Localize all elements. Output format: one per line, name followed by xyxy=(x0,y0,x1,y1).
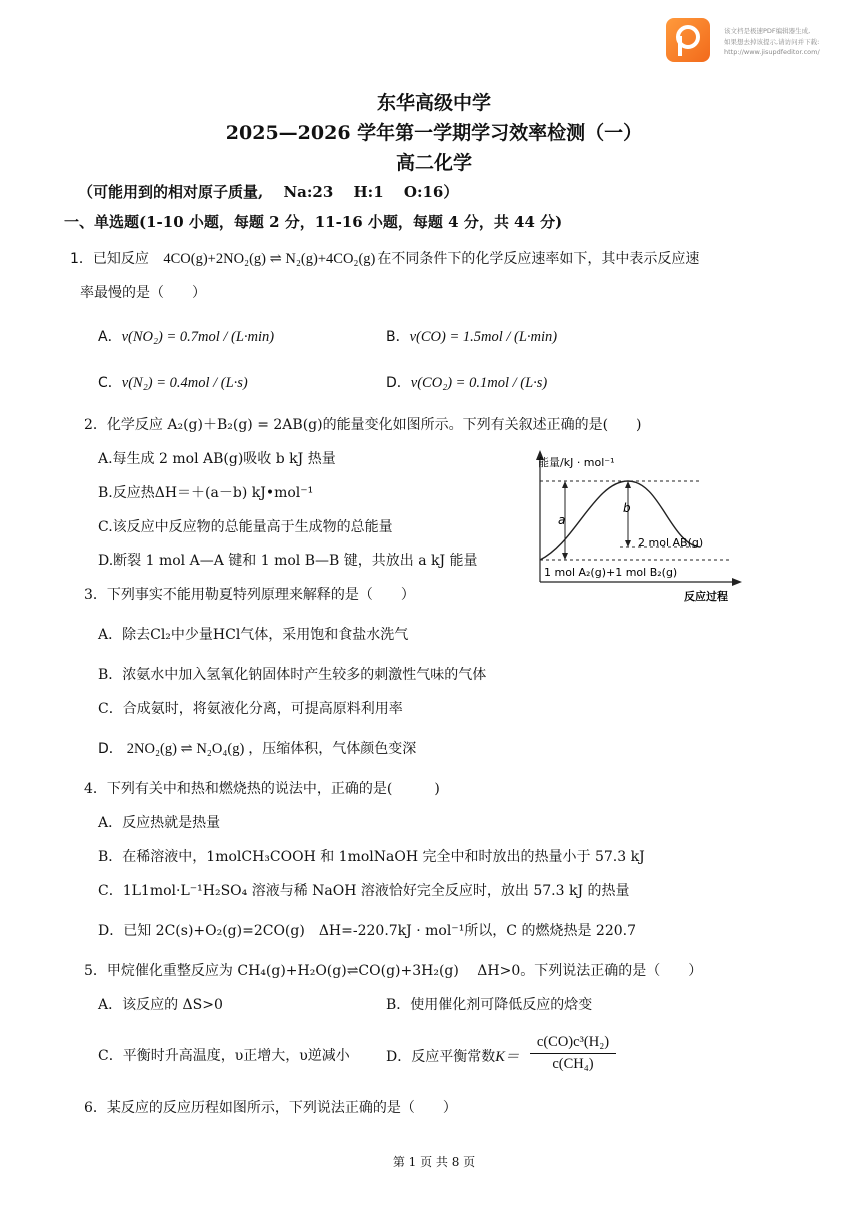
q1-a-label: A． xyxy=(98,329,122,345)
label-a: a xyxy=(558,513,566,527)
q3-option-a: A．除去Cl₂中少量HCl气体，采用饱和食盐水洗气 xyxy=(98,627,409,643)
q1-option-d xyxy=(386,372,547,392)
q4-option-d: D．已知 2C(s)+O₂(g)=2CO(g) ΔH=-220.7kJ · mol⁻¹所以，C 的燃烧热是 220.7 xyxy=(98,923,637,939)
reactant-label: 1 mol A₂(g)+1 mol B₂(g) xyxy=(544,566,678,579)
q1-option-c xyxy=(98,372,248,392)
q1-c-label: C． xyxy=(98,375,122,391)
q3-d-text: ，压缩体积，气体颜色变深 xyxy=(248,741,417,757)
label-b: b xyxy=(623,501,631,515)
q4-option-a: A．反应热就是热量 xyxy=(98,815,221,831)
q4-option-c: C．1L1mol·L⁻¹H₂SO₄ 溶液与稀 NaOH 溶液恰好完全反应时，放出 57.3 kJ 的热量 xyxy=(98,883,630,899)
question-6-stem: 6．某反应的反应历程如图所示，下列说法正确的是（ ） xyxy=(84,1100,457,1116)
product-label: 2 mol AB(g) xyxy=(638,536,704,549)
q1-pre: 已知反应 xyxy=(92,251,149,267)
school-name: 东华高级中学 xyxy=(376,92,491,114)
q2-option-c: C.该反应中反应物的总能量高于生成物的总能量 xyxy=(98,519,393,535)
section-title: 一、单选题(1-10 小题，每题 2 分，11-16 小题，每题 4 分，共 44 分) xyxy=(64,213,563,231)
y-axis-label: 能量/kJ · mol⁻¹ xyxy=(538,456,615,469)
question-4-stem: 4．下列有关中和热和燃烧热的说法中，正确的是( ) xyxy=(84,781,440,797)
q2-option-b: B.反应热ΔH＝＋(a－b) kJ•mol⁻¹ xyxy=(98,485,314,501)
q1-post: 在不同条件下的化学反应速率如下，其中表示反应速 xyxy=(377,251,700,267)
pdf-editor-logo xyxy=(666,18,710,62)
q1-equation: 4CO(g)+2NO₂(g) ⇌ N₂(g)+4CO₂(g) xyxy=(163,251,376,267)
question-1-stem xyxy=(70,248,699,268)
question-5-stem: 5．甲烷催化重整反应为 CH₄(g)+H₂O(g)⇌CO(g)+3H₂(g) ΔH>0。下列说法正确的是（ ） xyxy=(84,963,703,979)
subject-title: 高二化学 xyxy=(395,152,472,174)
q5-k-fraction xyxy=(530,1034,616,1073)
q5-option-a: A．该反应的 ΔS>0 xyxy=(98,997,223,1013)
q1-b-value: v(CO) = 1.5mol / (L·min) xyxy=(409,329,558,345)
q5-option-c: C．平衡时升高温度，υ正增大，υ逆减小 xyxy=(98,1048,350,1064)
q2-option-d: D.断裂 1 mol A—A 键和 1 mol B—B 键，共放出 a kJ 能量 xyxy=(98,553,478,569)
q1-option-b xyxy=(386,326,557,346)
arrow-a-head-top xyxy=(562,481,568,488)
q3-d-label: D． xyxy=(98,741,123,757)
q3-option-d xyxy=(98,738,416,758)
q1-d-value: v(CO₂) = 0.1mol / (L·s) xyxy=(410,375,548,391)
q1-b-label: B． xyxy=(386,329,410,345)
question-3-stem: 3．下列事实不能用勒夏特列原理来解释的是（ ） xyxy=(84,587,415,603)
arrow-a-head-bottom xyxy=(562,553,568,560)
q3-option-c: C．合成氨时，将氨液化分离，可提高原料利用率 xyxy=(98,701,403,717)
q2-option-a: A.每生成 2 mol AB(g)吸收 b kJ 热量 xyxy=(98,451,336,467)
q5-d-label: D．反应平衡常数 xyxy=(386,1049,496,1065)
q5-option-b: B．使用催化剂可降低反应的焓变 xyxy=(386,997,593,1013)
q1-a-value: v(NO₂) = 0.7mol / (L·min) xyxy=(121,329,275,345)
x-axis-label: 反应过程 xyxy=(684,590,728,603)
q3-d-equation: 2NO₂(g) ⇌ N₂O₄(g) xyxy=(126,741,245,757)
q4-option-b: B．在稀溶液中，1molCH₃COOH 和 1molNaOH 完全中和时放出的热量小于 57.3 kJ xyxy=(98,849,645,865)
x-axis-arrow xyxy=(732,578,742,586)
q1-number: 1． xyxy=(70,251,93,267)
exam-title: 2025—2026 学年第一学期学习效率检测（一） xyxy=(225,122,643,144)
q5-k-numerator: c(CO)c³(H₂) xyxy=(530,1034,616,1054)
atomic-masses: （可能用到的相对原子质量, Na:23 H:1 O:16） xyxy=(78,183,459,201)
q1-option-a xyxy=(98,326,274,346)
watermark-line3: http://www.jisupdfeditor.com/ xyxy=(724,48,820,56)
energy-diagram xyxy=(530,448,745,606)
watermark-line2: 如果想去掉该提示,请访问并下载: xyxy=(724,38,820,46)
q1-c-value: v(N₂) = 0.4mol / (L·s) xyxy=(121,375,248,391)
q5-k-denominator: c(CH₄) xyxy=(552,1056,594,1072)
watermark-line1: 该文档是极速PDF编辑器生成, xyxy=(724,27,811,35)
q5-d-k: K＝ xyxy=(495,1049,520,1065)
arrow-b-head-top xyxy=(625,481,631,488)
q1-d-label: D． xyxy=(386,375,411,391)
q5-option-d xyxy=(386,1045,519,1066)
pdf-editor-logo-icon xyxy=(666,18,710,62)
q3-option-b: B．浓氨水中加入氢氧化钠固体时产生较多的刺激性气味的气体 xyxy=(98,667,487,683)
arrow-b-head-bottom xyxy=(625,540,631,547)
question-2-stem: 2．化学反应 A₂(g)＋B₂(g) = 2AB(g)的能量变化如图所示。下列有关叙述正确的是( ) xyxy=(84,417,642,433)
question-1-line2: 率最慢的是（ ） xyxy=(80,285,206,301)
page-footer: 第 1 页 共 8 页 xyxy=(392,1155,476,1169)
